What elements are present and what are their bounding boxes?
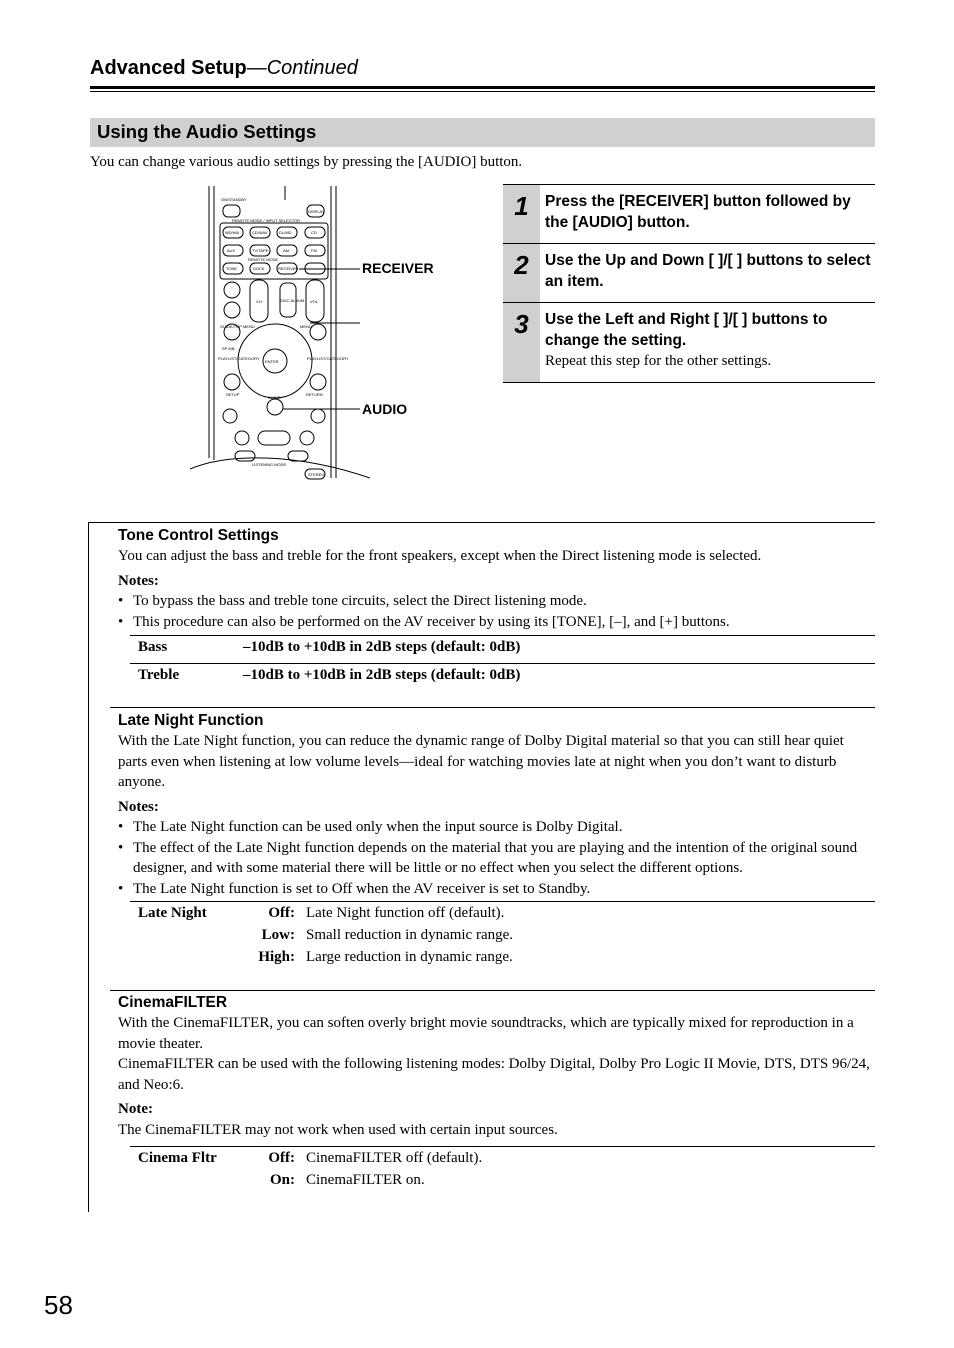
option-key: High:	[258, 949, 295, 965]
option-value: CinemaFILTER on.	[306, 1172, 425, 1188]
remote-btn-label: AM	[283, 248, 289, 253]
tone-text: You can adjust the bass and treble for the front speakers, except when the Direct listening mode is selected.	[118, 548, 762, 564]
remote-btn-label: WD/WA	[225, 230, 240, 235]
tone-row-label: Treble	[138, 667, 180, 683]
remote-btn-label: RECEIVER	[278, 266, 299, 271]
step-1	[503, 184, 875, 243]
table-rule	[130, 635, 875, 636]
table-rule	[130, 1146, 875, 1147]
remote-btn-label: DL/MD	[279, 230, 292, 235]
remote-label-sp-ab: SP A/B	[222, 346, 235, 351]
header-rule-thin	[90, 91, 875, 92]
cinemafilter-heading: CinemaFILTER	[118, 994, 228, 1011]
option-label: Cinema Fltr	[138, 1150, 217, 1166]
cinemafilter-note: The CinemaFILTER may not work when used with certain input sources.	[118, 1121, 558, 1138]
option-key: Off:	[268, 1150, 295, 1166]
remote-label-playlist-right: PLAYLIST/CATEGORY	[307, 356, 349, 361]
remote-btn-label: CD/WAV	[252, 230, 268, 235]
note-item: • The Late Night function can be used only when the input source is Dolby Digital.	[118, 817, 875, 838]
remote-btn-label: TONE	[226, 266, 238, 271]
tone-row-value: –10dB to +10dB in 2dB steps (default: 0dB)	[243, 667, 521, 683]
remote-label-guide: GUIDE/TOP MENU	[220, 324, 255, 329]
callout-receiver: RECEIVER	[362, 260, 434, 276]
table-rule	[130, 663, 875, 664]
header-title-text: Advanced Setup	[90, 57, 247, 79]
panel-top-rule	[88, 522, 875, 523]
tone-control-section	[118, 526, 875, 632]
remote-label-listening-mode: LISTENING MODE	[252, 462, 287, 467]
step-number: 1	[503, 185, 540, 243]
cinemafilter-text2: CinemaFILTER can be used with the following listening modes: Dolby Digital, Dolby Pro Logic II Movie, DTS, DTS 96/24, and Neo:6.	[118, 1056, 870, 1093]
cinemafilter-note-heading: Note:	[118, 1101, 153, 1117]
remote-label-vol: VOL	[310, 299, 319, 304]
note-item: • The Late Night function is set to Off when the AV receiver is set to Standby.	[118, 879, 875, 900]
option-key: Low:	[261, 927, 295, 943]
remote-label-remote-mode2: REMOTE MODE	[248, 257, 279, 262]
option-value: Late Night function off (default).	[306, 905, 505, 921]
panel-left-rule	[88, 522, 89, 1212]
remote-btn-label: FM	[311, 248, 317, 253]
tone-row-label: Bass	[138, 639, 168, 655]
section-title: Using the Audio Settings	[97, 121, 317, 142]
remote-btn-label: DOCK	[253, 266, 265, 271]
page-header-title	[90, 57, 358, 80]
callout-audio: AUDIO	[362, 401, 408, 417]
option-label: Late Night	[138, 905, 207, 921]
remote-label-setup: SETUP	[226, 392, 240, 397]
remote-label-remote-mode: REMOTE MODE / INPUT SELECTOR	[232, 218, 301, 223]
step-title: Use the Left and Right [ ]/[ ] buttons to change the setting.	[545, 311, 828, 349]
late-night-options	[130, 905, 875, 971]
table-rule	[130, 901, 875, 902]
cinemafilter-options	[130, 1150, 875, 1194]
remote-label-playlist-left: PLAYLIST/CATEGORY	[218, 356, 260, 361]
remote-btn-label: TV/TAPE	[252, 248, 269, 253]
remote-control-illustration	[190, 186, 370, 486]
tone-heading: Tone Control Settings	[118, 527, 279, 544]
option-key: On:	[269, 1172, 295, 1188]
tone-notes	[118, 591, 875, 632]
late-night-notes	[118, 817, 875, 899]
tone-row-value: –10dB to +10dB in 2dB steps (default: 0dB)	[243, 639, 521, 655]
steps-list	[503, 184, 875, 383]
section-intro: You can change various audio settings by pressing the [AUDIO] button.	[90, 154, 523, 170]
step-3	[503, 302, 875, 383]
remote-label-audio-small: AUDIO	[268, 395, 281, 400]
note-item: • This procedure can also be performed on the AV receiver by using its [TONE], [–], and [+] buttons.	[118, 612, 875, 633]
step-title: Press the [RECEIVER] button followed by the [AUDIO] button.	[545, 193, 851, 231]
remote-label-ch: CH	[256, 299, 262, 304]
step-number: 3	[503, 303, 540, 382]
option-value: Large reduction in dynamic range.	[306, 949, 513, 965]
remote-label-on-standby: ON/STANDBY	[221, 197, 247, 202]
option-value: Small reduction in dynamic range.	[306, 927, 514, 943]
late-night-heading: Late Night Function	[118, 712, 264, 729]
header-continued: —Continued	[246, 57, 358, 79]
cinemafilter-text1: With the CinemaFILTER, you can soften overly bright movie soundtracks, which are typically mixed for reproduction in a movie theater.	[118, 1015, 854, 1052]
page-number: 58	[44, 1290, 73, 1320]
remote-label-enter: ENTER	[265, 359, 279, 364]
step-number: 2	[503, 244, 540, 302]
step-title: Use the Up and Down [ ]/[ ] buttons to select an item.	[545, 252, 871, 290]
remote-label-stereo: STEREO	[308, 472, 325, 477]
cinemafilter-section	[118, 993, 875, 1140]
remote-label-disc-album: DISC ALBUM	[280, 298, 305, 303]
remote-label-return: RETURN	[306, 392, 323, 397]
section-rule	[110, 707, 875, 708]
note-item: • To bypass the bass and treble tone circuits, select the Direct listening mode.	[118, 591, 875, 612]
section-rule	[110, 990, 875, 991]
tone-notes-heading: Notes:	[118, 572, 159, 589]
remote-btn-label: CD	[311, 230, 317, 235]
header-rule	[90, 86, 875, 89]
note-item: • The effect of the Late Night function depends on the material that you are playing and the intention of the original sound designer, and with some material there will be little or no effect when you select the different options.	[118, 838, 875, 879]
remote-btn-label: AUX	[227, 248, 236, 253]
option-value: CinemaFILTER off (default).	[306, 1150, 483, 1166]
late-night-text: With the Late Night function, you can reduce the dynamic range of Dolby Digital material so that you can still hear quiet parts even when listening at low volume levels—ideal for watching movies late at night when you don’t want to disturb anyone.	[118, 733, 844, 790]
step-description: Repeat this step for the other settings.	[545, 353, 772, 369]
option-key: Off:	[268, 905, 295, 921]
remote-label-menu: MENU	[300, 324, 312, 329]
remote-label-display: DISPLAY	[308, 209, 325, 214]
late-night-notes-heading: Notes:	[118, 798, 159, 815]
step-2	[503, 243, 875, 302]
late-night-section	[118, 711, 875, 899]
